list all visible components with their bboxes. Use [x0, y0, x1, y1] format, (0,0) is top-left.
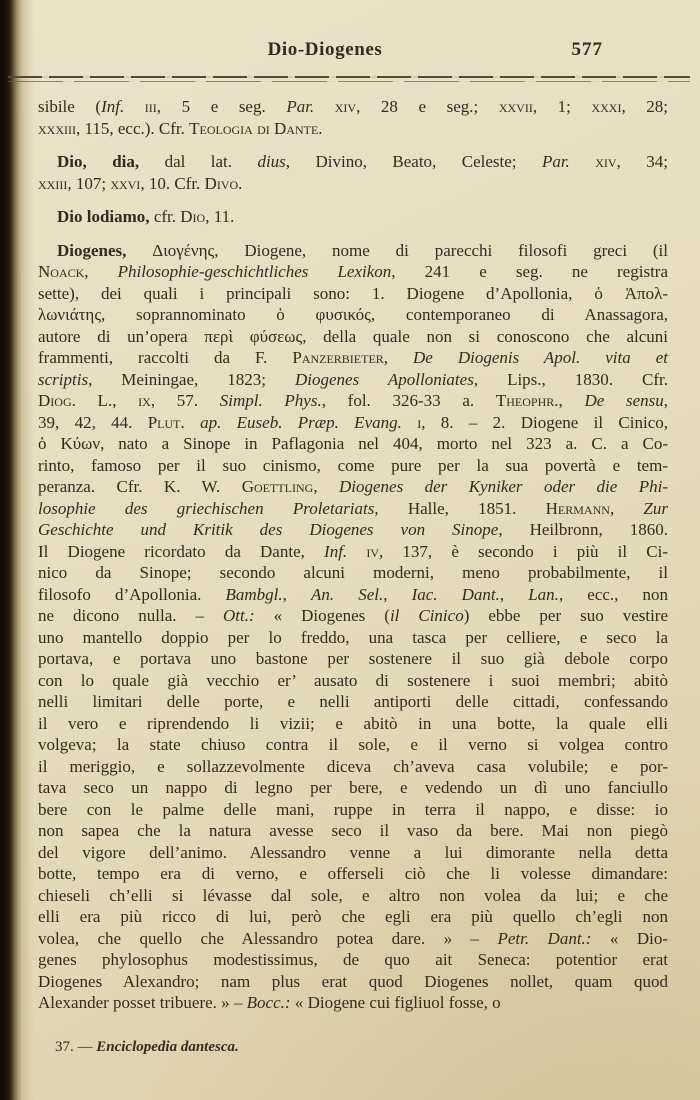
text-line [38, 713, 668, 735]
text-run: volgeva; la state chiuso contra il sole, e il verno si volgea contro [38, 735, 668, 754]
paragraph-dio-lodiamo [38, 206, 668, 228]
text-run: sette), dei quali i principali sono: 1. Diogene d’Apollonia, ὁ Ἀπολ- [38, 283, 668, 303]
text-run [570, 152, 595, 171]
text-run: Theophr. [495, 391, 559, 410]
page-number: 577 [571, 39, 603, 60]
text-line [38, 476, 668, 498]
text-run: « Dio- [591, 928, 668, 948]
text-line [38, 455, 668, 477]
paragraph-diogenes [38, 240, 668, 1014]
text-run: Noack [38, 262, 85, 281]
text-run: iii [144, 97, 157, 116]
text-run: Diogenes, [57, 240, 127, 260]
text-run: Dio, dia, [57, 152, 140, 171]
text-line [38, 326, 668, 348]
text-run: dal lat. [139, 152, 258, 171]
text-run: tava seco un nappo di legno per bere, e vedendo un dì uno fanciullo [38, 778, 668, 797]
text-run: Diogenes Apolloniates [294, 369, 474, 389]
text-line [38, 670, 668, 692]
text-line [38, 261, 668, 283]
text-run: rinto, famoso per il suo cinismo, come pure per la sua povertà e tem- [38, 455, 668, 475]
text-run: cfr. [149, 207, 181, 226]
text-run: genes phylosophus modestissimus, de quo ait Seneca: potentior erat [38, 950, 668, 969]
text-run: Inf. [324, 541, 348, 561]
text-line [38, 541, 668, 563]
text-run: nico da Sinope; secondo alcuni moderni, meno probabilmente, il [38, 563, 668, 582]
text-run: Goettling [241, 477, 314, 496]
text-run: xxxi [591, 97, 622, 116]
text-run: xiv [595, 152, 617, 171]
text-run: Diogenes der Kyniker oder die Phi- [339, 477, 668, 496]
text-run: scriptis [38, 369, 89, 389]
text-run: xxiii [38, 173, 68, 193]
text-run [314, 97, 335, 116]
text-run: Divo [204, 173, 239, 193]
text-run: « Diogene cui figliuol fosse, o [290, 993, 501, 1012]
text-line [38, 949, 668, 971]
text-run: , fol. 326-33 a. [321, 391, 496, 410]
text-line [38, 562, 668, 584]
text-run: « Diogenes ( [254, 606, 390, 625]
text-run: ap. Euseb. Præp. Evang. [200, 412, 402, 432]
text-run: Par. [541, 152, 570, 171]
text-run: portava, e portava uno bastone per sostenere il suo già debole corpo [38, 649, 668, 668]
text-run: Petr. Dant.: [497, 928, 592, 948]
text-run: , Meiningae, 1823; [88, 369, 295, 389]
text-run: Διογένης, Diogene, nome di parecchi filosofi greci (il [126, 240, 668, 260]
text-run: , 8. – 2. Diogene il Cinico, [421, 412, 669, 432]
text-line [38, 971, 668, 993]
paragraph-sibile-continuation [38, 96, 668, 139]
text-run: xxxiii [38, 118, 76, 138]
text-run: il vero e riprendendo li vizii; e abitò in una botte, la quale elli [38, 713, 668, 733]
text-run: botte, tempo era di verno, e offerseli ciò che li volesse dimandare: [38, 864, 668, 883]
header-rule-top-line [8, 76, 690, 78]
text-column [38, 96, 668, 1014]
text-run: dius [257, 152, 286, 171]
text-run: Plut. [147, 412, 185, 432]
text-run: iv [366, 541, 380, 561]
text-run: Geschichte und Kritik des Diogenes von Sinope [38, 520, 499, 539]
text-line [38, 627, 668, 649]
text-run: Bambgl. [225, 584, 283, 604]
book-binding-shadow [0, 0, 34, 1100]
text-run: Diogenes Alexandro; nam plus erat quod Diogenes nollet, quam quod [38, 971, 668, 991]
text-line [38, 412, 668, 434]
text-run [402, 413, 417, 432]
paragraph-dio-dia [38, 151, 668, 194]
text-run: Alexander posset tribuere. » – [38, 993, 247, 1012]
text-run: De sensu [584, 391, 664, 410]
header-rule-bottom-line [8, 81, 690, 82]
text-run [185, 413, 200, 432]
text-run: Il Diogene ricordato da Dante, [38, 541, 325, 561]
text-run: , [558, 391, 585, 410]
text-run: con lo quale già vecchio er’ ausato di sostenere i suoi membri; abitò [38, 670, 668, 690]
text-run: nelli limitari delle porte, e nelli antiporti delle cittadi, confessando [38, 692, 668, 711]
text-line [38, 584, 668, 606]
text-run: Enciclopedia dantesca. [96, 1039, 239, 1055]
text-run: , [383, 348, 414, 367]
text-line [38, 928, 668, 950]
text-run: Inf. [101, 97, 125, 116]
text-line [38, 96, 668, 118]
text-run: Philosophie-geschichtliches Lexikon [117, 262, 392, 281]
text-run: non sapea che la natura avesse seco il vaso da bere. Mai non piegò [38, 821, 668, 840]
text-line [38, 756, 668, 778]
text-run: Dio [180, 207, 206, 226]
text-line [38, 151, 668, 173]
text-run: , 57. [150, 391, 220, 410]
text-line [38, 173, 668, 195]
text-run: , [499, 584, 529, 604]
text-run: An. Sel. [310, 584, 384, 604]
header-rule [8, 76, 690, 82]
text-run: il meriggio, e sollazzevolmente diceva ch’aveva casa volubile; e por- [38, 756, 668, 776]
text-line [38, 777, 668, 799]
text-run: Diog. [38, 391, 76, 410]
text-run: , [282, 584, 311, 604]
text-run: xxvi [110, 173, 141, 193]
text-run: ὁ Κύων, nato a Sinope in Paflagonia nel 404, morto nel 323 a. C. a Co- [38, 434, 668, 453]
text-run: , [383, 584, 412, 604]
text-run: Ott.: [222, 606, 255, 625]
text-run: elli era più ricco di lui, però che egli era più quello ch’egli non [38, 907, 668, 926]
text-run: , 1; [532, 97, 592, 116]
text-line [38, 863, 668, 885]
text-line [38, 498, 668, 520]
text-line [38, 799, 668, 821]
text-run: , Heilbronn, 1860. [498, 520, 668, 539]
text-line [38, 992, 668, 1014]
text-run: del vigore dell’animo. Alessandro venne a lui dimorante nella detta [38, 842, 668, 862]
text-run: volea, che quello che Alessandro potea dare. » – [38, 928, 498, 948]
text-run: , 5 e seg. [156, 97, 287, 116]
text-run: peranza. Cfr. K. W. [38, 477, 242, 496]
text-run: uno mantello doppio per lo freddo, una tasca per celliere, e seco la [38, 627, 668, 647]
text-run: Hermann [545, 498, 610, 518]
text-run: , Lips., 1830. Cfr. [473, 369, 669, 389]
text-run: chieseli ch’elli si lévasse dal sole, e altro non volea da lui; e che [38, 885, 668, 905]
text-run: L., [75, 391, 139, 410]
text-line [38, 304, 668, 326]
text-run: Lan. [528, 584, 559, 604]
text-run: , [663, 391, 669, 410]
text-run: , 115, ecc.). Cfr. [76, 118, 190, 138]
text-line [38, 519, 668, 541]
text-run: , 241 e seg. ne registra [391, 262, 668, 281]
text-run: Teologia di Dante. [189, 118, 323, 138]
text-run: Iac. Dant. [411, 584, 500, 604]
text-run: , [84, 262, 118, 281]
running-head: Dio-Diogenes [267, 39, 383, 60]
text-run: ne dicono nulla. – [38, 606, 223, 625]
text-line [38, 885, 668, 907]
text-run: Bocc.: [246, 993, 291, 1012]
text-run: , 28 e seg.; [356, 97, 499, 116]
text-line [38, 390, 668, 412]
text-line [38, 906, 668, 928]
page-header [0, 39, 650, 61]
text-line [38, 206, 668, 228]
text-run: De Diogenis Apol. vita et [413, 348, 668, 367]
text-run: xiv [334, 97, 357, 116]
page-footer [55, 1038, 660, 1057]
text-run: , [609, 498, 644, 518]
text-run: bere con le palme delle mani, ruppe in terra il nappo, e disse: io [38, 799, 668, 819]
text-run: λωνιάτης, soprannominato ὁ φυσικός, contemporaneo di Anassagora, [38, 305, 668, 324]
text-run: , 137, è secondo i più il Ci- [379, 541, 669, 561]
text-line [38, 842, 668, 864]
text-run: Panzerbieter [292, 348, 384, 367]
text-line [38, 283, 668, 305]
text-line [38, 605, 668, 627]
text-run: , Divino, Beato, Celeste; [285, 152, 542, 171]
text-run: , 28; [621, 97, 669, 116]
text-run: filosofo d’Apollonia. [38, 584, 226, 604]
text-line [38, 240, 668, 262]
text-line [55, 1038, 660, 1057]
text-run: , 34; [616, 152, 668, 171]
text-run: i [417, 412, 422, 432]
text-run: frammenti, raccolti da F. [38, 348, 293, 367]
text-run [347, 542, 366, 561]
text-line [38, 433, 668, 455]
text-line [38, 691, 668, 713]
text-run: Dio lodiamo, [57, 207, 150, 226]
text-line [38, 347, 668, 369]
text-run: . [238, 173, 243, 193]
text-run: , Halle, 1851. [374, 498, 546, 518]
text-run: , ecc., non [558, 584, 669, 604]
text-run: 37. — [55, 1039, 97, 1055]
text-run [124, 97, 145, 116]
text-run: sibile ( [38, 97, 102, 116]
text-run: losophie des griechischen Proletariats [38, 498, 375, 518]
text-line [38, 734, 668, 756]
text-run: , 107; [67, 173, 111, 193]
text-run: Zur [643, 498, 668, 518]
text-run: xxvii [498, 97, 533, 116]
text-line [38, 648, 668, 670]
text-line [38, 369, 668, 391]
text-run: il Cinico [389, 606, 464, 625]
text-line [38, 820, 668, 842]
text-line [38, 118, 668, 140]
text-run: Simpl. Phys. [219, 391, 322, 410]
text-run: autore di un’opera περὶ φύσεως, della quale non si conoscono che alcuni [38, 326, 668, 346]
text-run: , [313, 477, 339, 496]
text-run: ) ebbe per suo vestire [463, 606, 669, 625]
text-run: Par. [286, 97, 315, 116]
text-run: , 11. [205, 207, 235, 226]
text-run: ix [138, 391, 151, 410]
text-run: 39, 42, 44. [38, 412, 148, 432]
text-run: , 10. Cfr. [140, 173, 205, 193]
